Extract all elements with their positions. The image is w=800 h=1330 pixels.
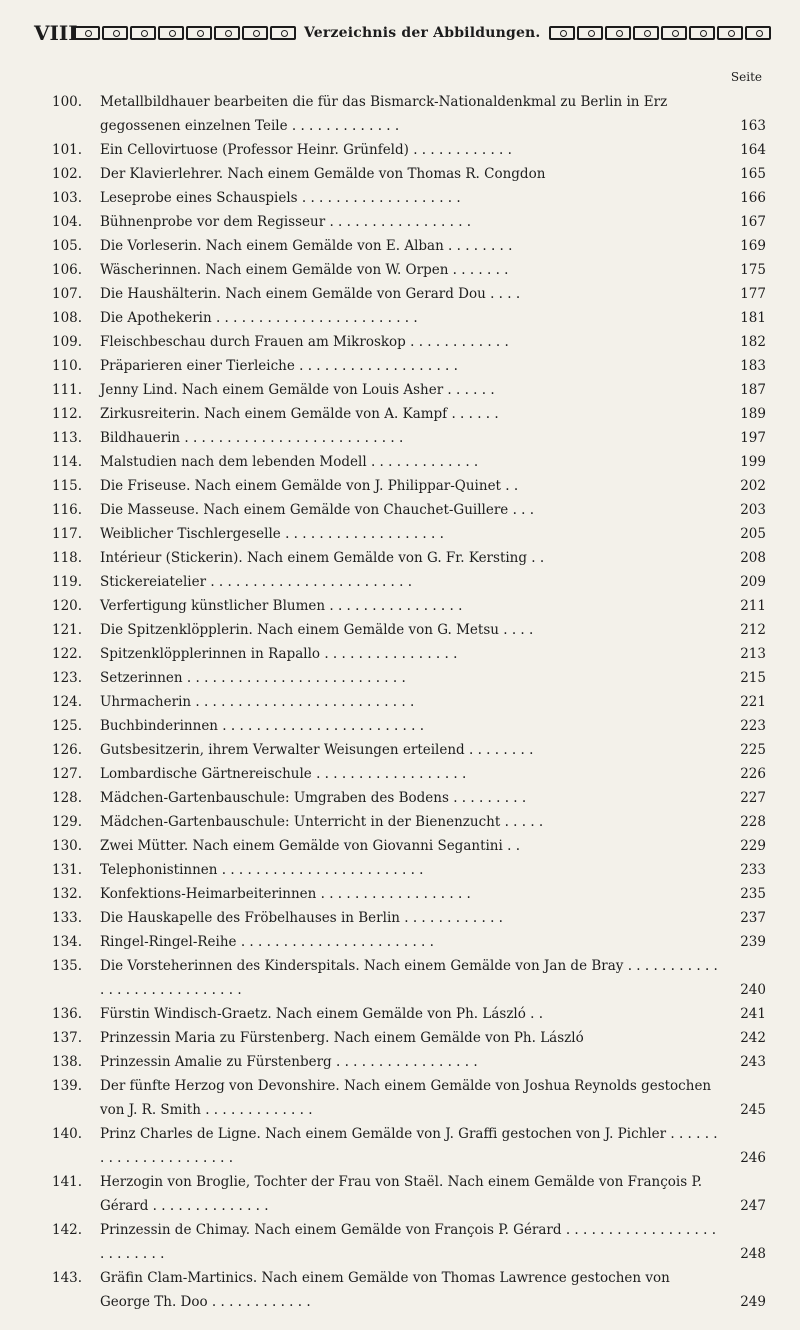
entry-title: Buchbinderinnen . . . . . . . . . . . . . . . . . . . . . . . . <box>100 718 424 734</box>
list-item <box>52 906 766 930</box>
entry-page: 228 <box>740 814 766 830</box>
entry-number: 111. <box>52 382 83 398</box>
list-item <box>52 690 766 714</box>
entry-number: 131. <box>52 862 83 878</box>
entry-title: Jenny Lind. Nach einem Gemälde von Louis Asher . . . . . . <box>100 382 495 398</box>
entry-number: 100. <box>52 94 83 110</box>
entry-title: Wäscherinnen. Nach einem Gemälde von W. Orpen . . . . . . . <box>100 262 509 278</box>
entry-title: Gräfin Clam-Martinics. Nach einem Gemälde von Thomas Lawrence gestochen von George Th. Doo . . . . . . . . . . . . <box>100 1270 670 1310</box>
entry-page: 165 <box>740 166 766 182</box>
list-item <box>52 138 766 162</box>
entry-page: 212 <box>740 622 766 638</box>
entry-page: 245 <box>740 1102 766 1118</box>
entry-title: Prinzessin de Chimay. Nach einem Gemälde von François P. Gérard . . . . . . . . . . . . . . . . . . . . . . . . . . <box>100 1222 717 1262</box>
entry-page: 249 <box>740 1294 766 1310</box>
list-item <box>52 810 766 834</box>
entry-title: Die Apothekerin . . . . . . . . . . . . . . . . . . . . . . . . <box>100 310 418 326</box>
entry-number: 108. <box>52 310 83 326</box>
entry-number: 122. <box>52 646 83 662</box>
page-number: VIII <box>34 21 78 45</box>
list-item <box>52 858 766 882</box>
entry-number: 127. <box>52 766 83 782</box>
entry-page: 181 <box>740 310 766 326</box>
entry-page: 221 <box>740 694 766 710</box>
entry-page: 164 <box>740 142 766 158</box>
list-item <box>52 1218 766 1266</box>
list-item <box>52 186 766 210</box>
entry-page: 211 <box>740 598 766 614</box>
entry-number: 128. <box>52 790 83 806</box>
entry-page: 163 <box>740 118 766 134</box>
entry-number: 116. <box>52 502 83 518</box>
entry-title: Intérieur (Stickerin). Nach einem Gemälde von G. Fr. Kersting . . <box>100 550 545 566</box>
entry-page: 199 <box>740 454 766 470</box>
entry-title: Fürstin Windisch-Graetz. Nach einem Gemälde von Ph. László . . <box>100 1006 544 1022</box>
header-title: Verzeichnis der Abbildungen. <box>304 25 541 41</box>
entry-title: Ringel-Ringel-Reihe . . . . . . . . . . . . . . . . . . . . . . . <box>100 934 434 950</box>
entry-page: 209 <box>740 574 766 590</box>
entry-page: 229 <box>740 838 766 854</box>
list-item <box>52 1026 766 1050</box>
list-item <box>52 282 766 306</box>
list-item <box>52 162 766 186</box>
list-item <box>52 1170 766 1218</box>
entry-title: Leseprobe eines Schauspiels . . . . . . . . . . . . . . . . . . . <box>100 190 461 206</box>
entry-title: Prinzessin Maria zu Fürstenberg. Nach einem Gemälde von Ph. László <box>100 1030 584 1046</box>
entry-title: Mädchen-Gartenbauschule: Umgraben des Bodens . . . . . . . . . <box>100 790 527 806</box>
list-item <box>52 762 766 786</box>
list-item <box>52 594 766 618</box>
entry-number: 142. <box>52 1222 83 1238</box>
entry-title: Weiblicher Tischlergeselle . . . . . . . . . . . . . . . . . . . <box>100 526 444 542</box>
entry-page: 240 <box>740 982 766 998</box>
list-item <box>52 234 766 258</box>
list-item <box>52 474 766 498</box>
entry-title: Spitzenklöpplerinnen in Rapallo . . . . . . . . . . . . . . . . <box>100 646 458 662</box>
entry-page: 177 <box>740 286 766 302</box>
entry-number: 109. <box>52 334 83 350</box>
list-item <box>52 546 766 570</box>
list-item <box>52 834 766 858</box>
entry-title: Setzerinnen . . . . . . . . . . . . . . . . . . . . . . . . . . <box>100 670 406 686</box>
entry-number: 137. <box>52 1030 83 1046</box>
entry-page: 182 <box>740 334 766 350</box>
list-item <box>52 210 766 234</box>
entry-title: Präparieren einer Tierleiche . . . . . . . . . . . . . . . . . . . <box>100 358 458 374</box>
entry-number: 123. <box>52 670 83 686</box>
entry-number: 140. <box>52 1126 83 1142</box>
entry-number: 143. <box>52 1270 83 1286</box>
running-header <box>34 18 770 48</box>
entry-page: 233 <box>740 862 766 878</box>
entry-title: Der Klavierlehrer. Nach einem Gemälde von Thomas R. Congdon <box>100 166 546 182</box>
entry-page: 169 <box>740 238 766 254</box>
entry-page: 197 <box>740 430 766 446</box>
entry-number: 104. <box>52 214 83 230</box>
entry-number: 115. <box>52 478 83 494</box>
entry-page: 246 <box>740 1150 766 1166</box>
list-item <box>52 354 766 378</box>
entry-page: 248 <box>740 1246 766 1262</box>
list-item <box>52 522 766 546</box>
entry-number: 121. <box>52 622 83 638</box>
list-item <box>52 1050 766 1074</box>
entry-page: 223 <box>740 718 766 734</box>
list-item <box>52 258 766 282</box>
entry-title: Ein Cellovirtuose (Professor Heinr. Grünfeld) . . . . . . . . . . . . <box>100 142 512 158</box>
entry-number: 126. <box>52 742 83 758</box>
entry-title: Fleischbeschau durch Frauen am Mikroskop . . . . . . . . . . . . <box>100 334 509 350</box>
entry-page: 208 <box>740 550 766 566</box>
list-item <box>52 378 766 402</box>
illustration-list <box>52 90 766 1314</box>
entry-number: 103. <box>52 190 83 206</box>
entry-page: 183 <box>740 358 766 374</box>
ornament-border-left <box>74 26 296 40</box>
entry-title: Die Masseuse. Nach einem Gemälde von Chauchet-Guillere . . . <box>100 502 535 518</box>
list-item <box>52 738 766 762</box>
list-item <box>52 1074 766 1122</box>
list-item <box>52 642 766 666</box>
entry-number: 125. <box>52 718 83 734</box>
list-item <box>52 402 766 426</box>
entry-title: Bühnenprobe vor dem Regisseur . . . . . . . . . . . . . . . . . <box>100 214 472 230</box>
entry-title: Stickereiatelier . . . . . . . . . . . . . . . . . . . . . . . . <box>100 574 413 590</box>
entry-title: Bildhauerin . . . . . . . . . . . . . . . . . . . . . . . . . . <box>100 430 404 446</box>
entry-page: 202 <box>740 478 766 494</box>
entry-title: Prinz Charles de Ligne. Nach einem Gemälde von J. Graffi gestochen von J. Pichler . . . . . . . . . . . . . . . . . . . . . . <box>100 1126 718 1166</box>
entry-number: 112. <box>52 406 83 422</box>
entry-page: 187 <box>740 382 766 398</box>
entry-title: Gutsbesitzerin, ihrem Verwalter Weisungen erteilend . . . . . . . . <box>100 742 534 758</box>
entry-page: 213 <box>740 646 766 662</box>
entry-number: 105. <box>52 238 83 254</box>
entry-title: Herzogin von Broglie, Tochter der Frau von Staël. Nach einem Gemälde von François P. Gérard . . . . . . . . . . . . . . <box>100 1174 703 1214</box>
entry-number: 102. <box>52 166 83 182</box>
entry-number: 133. <box>52 910 83 926</box>
entry-number: 134. <box>52 934 83 950</box>
entry-page: 226 <box>740 766 766 782</box>
list-item <box>52 714 766 738</box>
list-item <box>52 786 766 810</box>
entry-page: 242 <box>740 1030 766 1046</box>
entry-title: Zirkusreiterin. Nach einem Gemälde von A. Kampf . . . . . . <box>100 406 499 422</box>
entry-number: 135. <box>52 958 83 974</box>
entry-title: Prinzessin Amalie zu Fürstenberg . . . . . . . . . . . . . . . . . <box>100 1054 478 1070</box>
entry-title: Die Hauskapelle des Fröbelhauses in Berlin . . . . . . . . . . . . <box>100 910 503 926</box>
entry-number: 117. <box>52 526 83 542</box>
list-item <box>52 306 766 330</box>
entry-page: 227 <box>740 790 766 806</box>
list-item <box>52 1266 766 1314</box>
entry-number: 107. <box>52 286 83 302</box>
entry-page: 235 <box>740 886 766 902</box>
entry-number: 113. <box>52 430 83 446</box>
list-item <box>52 1122 766 1170</box>
entry-title: Zwei Mütter. Nach einem Gemälde von Giovanni Segantini . . <box>100 838 520 854</box>
entry-title: Konfektions-Heimarbeiterinnen . . . . . . . . . . . . . . . . . . <box>100 886 471 902</box>
entry-number: 136. <box>52 1006 83 1022</box>
entry-number: 129. <box>52 814 83 830</box>
entry-page: 237 <box>740 910 766 926</box>
entry-title: Uhrmacherin . . . . . . . . . . . . . . . . . . . . . . . . . . <box>100 694 415 710</box>
entry-page: 189 <box>740 406 766 422</box>
list-item <box>52 426 766 450</box>
entry-title: Telephonistinnen . . . . . . . . . . . . . . . . . . . . . . . . <box>100 862 424 878</box>
list-item <box>52 450 766 474</box>
entry-title: Die Spitzenklöpplerin. Nach einem Gemälde von G. Metsu . . . . <box>100 622 534 638</box>
entry-title: Metallbildhauer bearbeiten die für das Bismarck-Nationaldenkmal zu Berlin in Erz gegossenen einzelnen Teile . . . . . . . . . . . . . <box>100 94 668 134</box>
entry-number: 114. <box>52 454 83 470</box>
entry-title: Der fünfte Herzog von Devonshire. Nach einem Gemälde von Joshua Reynolds gestochen von J. R. Smith . . . . . . . . . . . . . <box>100 1078 712 1118</box>
entry-page: 175 <box>740 262 766 278</box>
entry-page: 241 <box>740 1006 766 1022</box>
list-item <box>52 570 766 594</box>
list-item <box>52 618 766 642</box>
entry-number: 132. <box>52 886 83 902</box>
entry-number: 141. <box>52 1174 83 1190</box>
entry-page: 205 <box>740 526 766 542</box>
entry-number: 124. <box>52 694 83 710</box>
entry-title: Mädchen-Gartenbauschule: Unterricht in der Bienenzucht . . . . . <box>100 814 544 830</box>
entry-page: 167 <box>740 214 766 230</box>
entry-page: 203 <box>740 502 766 518</box>
entry-page: 239 <box>740 934 766 950</box>
entry-title: Lombardische Gärtnereischule . . . . . . . . . . . . . . . . . . <box>100 766 467 782</box>
list-item <box>52 498 766 522</box>
list-item <box>52 930 766 954</box>
ornament-border-right <box>549 26 771 40</box>
entry-title: Die Vorleserin. Nach einem Gemälde von E. Alban . . . . . . . . <box>100 238 513 254</box>
entry-title: Malstudien nach dem lebenden Modell . . . . . . . . . . . . . <box>100 454 479 470</box>
entry-number: 139. <box>52 1078 83 1094</box>
list-item <box>52 882 766 906</box>
list-item <box>52 954 766 1002</box>
list-item <box>52 1002 766 1026</box>
entry-number: 138. <box>52 1054 83 1070</box>
entry-number: 130. <box>52 838 83 854</box>
list-item <box>52 90 766 138</box>
entry-page: 166 <box>740 190 766 206</box>
entry-title: Verfertigung künstlicher Blumen . . . . . . . . . . . . . . . . <box>100 598 463 614</box>
entry-number: 106. <box>52 262 83 278</box>
entry-title: Die Vorsteherinnen des Kinderspitals. Nach einem Gemälde von Jan de Bray . . . . . . . . . . . . . . . . . . . . . . . . . . . . <box>100 958 718 998</box>
entry-title: Die Friseuse. Nach einem Gemälde von J. Philippar-Quinet . . <box>100 478 519 494</box>
entry-number: 120. <box>52 598 83 614</box>
entry-page: 215 <box>740 670 766 686</box>
entry-title: Die Haushälterin. Nach einem Gemälde von Gerard Dou . . . . <box>100 286 521 302</box>
list-item <box>52 666 766 690</box>
entry-number: 101. <box>52 142 83 158</box>
list-item <box>52 330 766 354</box>
entry-number: 118. <box>52 550 83 566</box>
entry-page: 225 <box>740 742 766 758</box>
entry-number: 110. <box>52 358 83 374</box>
page-column-label: Seite <box>730 70 762 84</box>
entry-page: 247 <box>740 1198 766 1214</box>
entry-page: 243 <box>740 1054 766 1070</box>
entry-number: 119. <box>52 574 83 590</box>
